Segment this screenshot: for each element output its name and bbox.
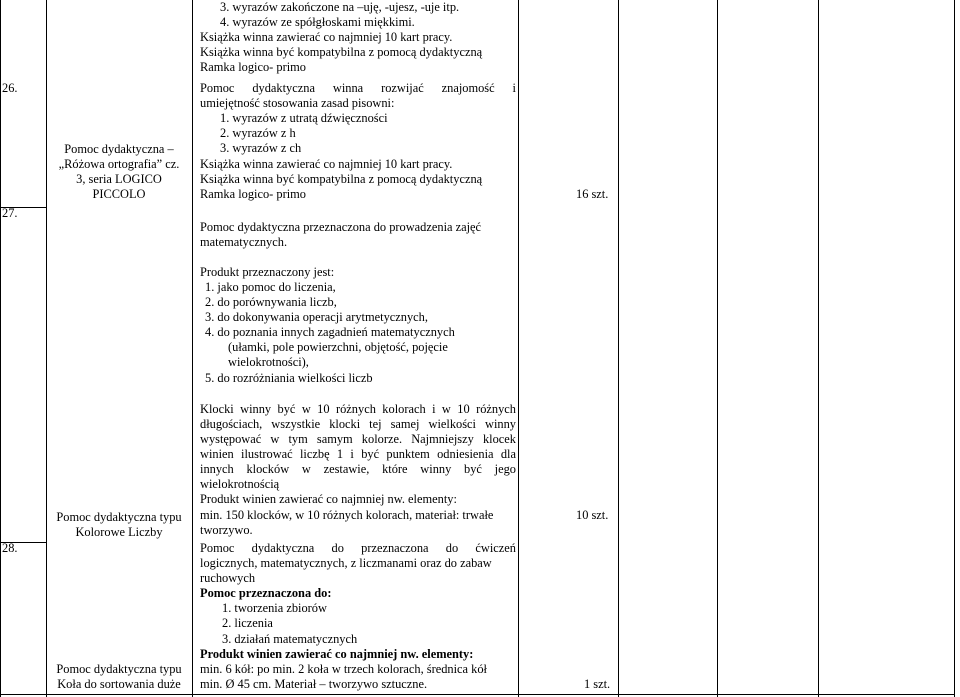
list-item: 3. wyrazów z ch: [220, 141, 302, 155]
row26-quantity: 16 szt.: [576, 187, 609, 201]
list-item: 4. do poznania innych zagadnień matematycznych: [205, 325, 455, 339]
row26-name-line: PICCOLO: [92, 187, 146, 201]
intro-line: logicznych, matematycznych, z liczmanami oraz do zabaw: [200, 556, 492, 570]
blocks-line: wielokrotnością: [200, 477, 280, 491]
table-border-col1: [46, 0, 47, 697]
blocks-line: winien ilustrować liczbę 1 i być punktem odniesienia dla: [200, 447, 516, 461]
list-item: wielokrotności),: [228, 355, 309, 369]
row-number-27: 27.: [2, 206, 18, 220]
table-border-col7: [954, 0, 955, 697]
list-item: 3. działań matematycznych: [222, 632, 358, 646]
table-border-col5: [717, 0, 718, 697]
list-item: 3. do dokonywania operacji arytmetycznych,: [205, 310, 428, 324]
row28-name-line: Koła do sortowania duże: [57, 677, 181, 691]
list-item: 1. tworzenia zbiorów: [222, 601, 327, 615]
list-item: 4. wyrazów ze spółgłoskami miękkimi.: [220, 15, 415, 29]
row-number-26: 26.: [2, 81, 18, 95]
requirement-line: Ramka logico- primo: [200, 187, 306, 201]
blocks-line: innych klocków w zestawie, które winny być jego: [200, 462, 516, 476]
intro-line: matematycznych.: [200, 235, 288, 249]
intro-line: Pomoc dydaktyczna winna rozwijać znajomość i: [200, 81, 516, 95]
requirement-line: min. 6 kół: po min. 2 koła w trzech kolorach, średnica kół: [200, 662, 487, 676]
requirement-line: min. 150 klocków, w 10 różnych kolorach, materiał: trwałe: [200, 508, 494, 522]
blocks-line: Klocki winny być w 10 różnych kolorach i w 10 różnych: [200, 402, 516, 416]
row27-name-line: Pomoc dydaktyczna typu: [56, 510, 182, 524]
list-item: 1. wyrazów z utratą dźwięczności: [220, 111, 388, 125]
section-heading: Pomoc przeznaczona do:: [200, 586, 332, 600]
section-heading: Produkt winien zawierać co najmniej nw. elementy:: [200, 492, 457, 506]
row28-quantity: 1 szt.: [584, 677, 611, 691]
blocks-line: występować w tym samym kolorze. Najmniejszy klocek: [200, 432, 516, 446]
section-heading: Produkt przeznaczony jest:: [200, 265, 335, 279]
table-border-col3: [518, 0, 519, 697]
row26-name-line: Pomoc dydaktyczna –: [64, 142, 174, 156]
blocks-line: długościach, wszystkie klocki tej samej wielkości winny: [200, 417, 516, 431]
table-border-bottom: [0, 694, 955, 695]
requirement-line: Książka winna być kompatybilna z pomocą dydaktyczną: [200, 45, 483, 59]
row27-quantity: 10 szt.: [576, 508, 609, 522]
list-item: 2. do porównywania liczb,: [205, 295, 337, 309]
intro-line: ruchowych: [200, 571, 256, 585]
requirement-line: min. Ø 45 cm. Materiał – tworzywo sztuczne.: [200, 677, 428, 691]
table-border-col4: [618, 0, 619, 697]
list-item: 3. wyrazów zakończone na –uję, -ujesz, -uje itp.: [220, 0, 460, 14]
list-item: 1. jako pomoc do liczenia,: [205, 280, 336, 294]
row26-name-line: „Różowa ortografia” cz.: [58, 157, 180, 171]
table-border-col2: [192, 0, 193, 697]
list-item: 5. do rozróżniania wielkości liczb: [205, 371, 373, 385]
requirement-line: Książka winna zawierać co najmniej 10 kart pracy.: [200, 30, 453, 44]
row28-name-line: Pomoc dydaktyczna typu: [56, 662, 182, 676]
row26-name-line: 3, seria LOGICO: [76, 172, 162, 186]
requirement-line: tworzywo.: [200, 523, 253, 537]
list-item: 2. liczenia: [222, 616, 273, 630]
table-border-left: [0, 0, 1, 697]
requirement-line: Książka winna być kompatybilna z pomocą dydaktyczną: [200, 172, 483, 186]
table-border-col6: [818, 0, 819, 697]
list-item: 2. wyrazów z h: [220, 126, 296, 140]
row-number-28: 28.: [2, 541, 18, 555]
intro-line: Pomoc dydaktyczna przeznaczona do prowadzenia zajęć: [200, 220, 482, 234]
row27-name-line: Kolorowe Liczby: [75, 525, 163, 539]
intro-line: Pomoc dydaktyczna do przeznaczona do ćwiczeń: [200, 541, 516, 555]
list-item: (ułamki, pole powierzchni, objętość, pojęcie: [228, 340, 448, 354]
requirement-line: Ramka logico- primo: [200, 60, 306, 74]
section-heading: Produkt winien zawierać co najmniej nw. elementy:: [200, 647, 474, 661]
intro-line: umiejętność stosowania zasad pisowni:: [200, 96, 395, 110]
requirement-line: Książka winna zawierać co najmniej 10 kart pracy.: [200, 157, 453, 171]
